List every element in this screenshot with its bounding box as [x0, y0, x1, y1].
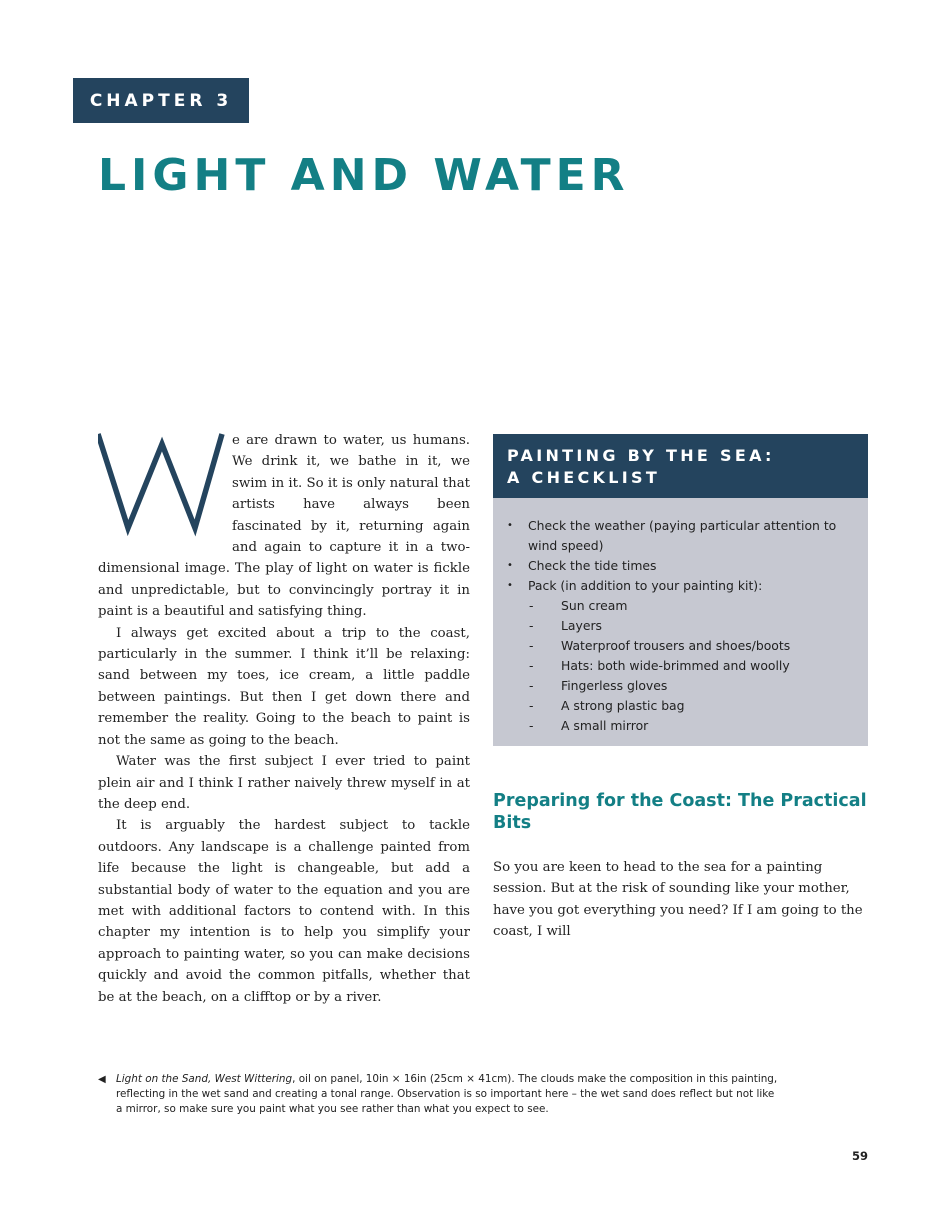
pack-item-gloves: - Fingerless gloves	[507, 676, 856, 696]
pack-item-sun-cream: - Sun cream	[507, 596, 856, 616]
section-paragraph: So you are keen to head to the sea for a painting session. But at the risk of sounding like your mother, have you got everything you need? If I am going to the coast, I will	[493, 860, 863, 940]
pack-item-waterproofs: - Waterproof trousers and shoes/boots	[507, 636, 856, 656]
pack-item-layers: - Layers	[507, 616, 856, 636]
checklist-list	[493, 498, 868, 736]
dropcap	[98, 430, 226, 540]
caption-body: , oil on panel, 10in × 16in (25cm × 41cm). The clouds make the composition in this painting, reflecting in the wet sand and creating a tonal range. Observation is so important here – the wet sand does reflect but not like a mirror, so make sure you paint what you see rather than what you expect to see.	[116, 1073, 778, 1115]
intro-paragraph-4: It is arguably the hardest subject to tackle outdoors. Any landscape is a challenge painted from life because the light is changeable, but add a substantial body of water to the equation and you are met with additional factors to contend with. In this chapter my intention is to help you simplify your approach to painting water, so you can make decisions quickly and avoid the common pitfalls, whether that be at the beach, on a clifftop or by a river.	[98, 818, 470, 1005]
caption-text-block	[116, 1072, 778, 1117]
section-heading: Preparing for the Coast: The Practical Bits	[493, 791, 867, 833]
page-number: 59	[851, 1149, 868, 1163]
caption-arrow-left-icon: ◀	[98, 1074, 106, 1085]
checklist-item-tide: • Check the tide times	[507, 556, 856, 576]
caption-title: Light on the Sand, West Wittering	[116, 1073, 293, 1085]
checklist-item-pack: • Pack (in addition to your painting kit):	[507, 576, 856, 596]
intro-text-column	[98, 430, 470, 1008]
figure-caption	[98, 1072, 778, 1117]
chapter-title: LIGHT AND WATER	[98, 150, 630, 201]
dropcap-w-glyph	[98, 430, 226, 540]
pack-item-mirror: - A small mirror	[507, 716, 856, 736]
checklist-title	[493, 434, 868, 498]
intro-paragraph-1-text: e are drawn to water, us humans. We drink it, we bathe in it, we swim in it. So it is only natural that artists have always been fascinated by it, returning again and again to capture it in a two-dimensional image. The play of light on water is fickle and unpredictable, but to convincingly portray it in paint is a beautiful and satisfying thing.	[98, 433, 470, 620]
intro-paragraph-3: Water was the first subject I ever tried to paint plein air and I think I rather naively threw myself in at the deep end.	[98, 754, 470, 812]
intro-paragraph-2: I always get excited about a trip to the coast, particularly in the summer. I think it’ll be relaxing: sand between my toes, ice cream, a little paddle between paintings. But then I get down there and remember the reality. Going to the beach to paint is not the same as going to the beach.	[98, 625, 470, 748]
checklist-title-line-2: A CHECKLIST	[507, 468, 661, 487]
checklist-box	[493, 434, 868, 746]
checklist-title-line-1: PAINTING BY THE SEA:	[507, 446, 775, 465]
chapter-label: CHAPTER 3	[73, 78, 249, 123]
pack-item-hats: - Hats: both wide-brimmed and woolly	[507, 656, 856, 676]
checklist-item-weather: • Check the weather (paying particular attention to wind speed)	[507, 516, 856, 556]
pack-item-plastic-bag: - A strong plastic bag	[507, 696, 856, 716]
right-text-column	[493, 857, 868, 943]
intro-paragraph	[98, 430, 470, 623]
